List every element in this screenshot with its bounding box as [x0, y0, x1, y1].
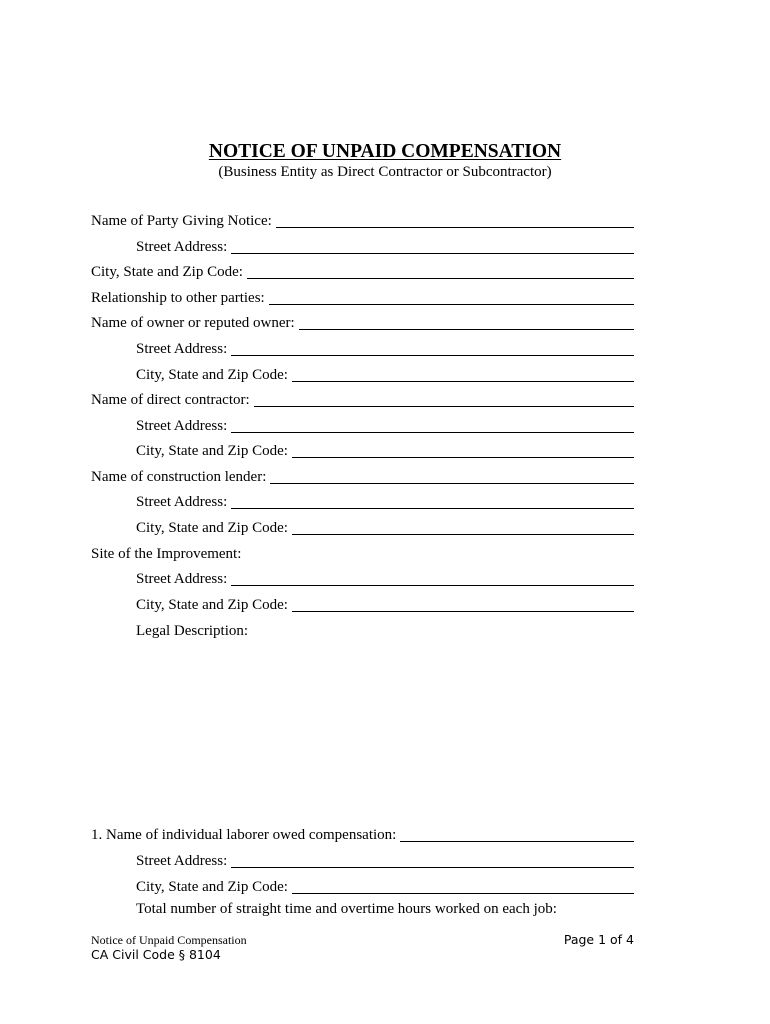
party-city-label: City, State and Zip Code:: [91, 264, 243, 280]
party-city-row: [91, 261, 634, 281]
laborer-street-label: Street Address:: [136, 853, 228, 869]
lender-street-field[interactable]: [231, 493, 634, 509]
owner-street-row: [136, 338, 634, 358]
site-street-label: Street Address:: [136, 571, 228, 587]
owner-name-label: Name of owner or reputed owner:: [91, 315, 295, 331]
lender-name-label: Name of construction lender:: [91, 469, 267, 485]
laborer-city-row: [136, 876, 634, 896]
party-street-field[interactable]: [231, 238, 634, 254]
lender-city-field[interactable]: [292, 519, 634, 535]
owner-street-label: Street Address:: [136, 341, 228, 357]
contractor-name-field[interactable]: [254, 391, 634, 407]
contractor-city-row: [136, 440, 634, 460]
owner-city-label: City, State and Zip Code:: [136, 367, 288, 383]
party-street-row: [136, 236, 634, 256]
contractor-street-label: Street Address:: [136, 418, 228, 434]
lender-street-label: Street Address:: [136, 494, 228, 510]
contractor-name-row: [91, 389, 634, 409]
document-title: NOTICE OF UNPAID COMPENSATION: [208, 141, 562, 162]
laborer-name-row: [91, 824, 634, 844]
footer-document-name: Notice of Unpaid Compensation: [91, 933, 247, 947]
owner-name-field[interactable]: [299, 314, 634, 330]
laborer-city-label: City, State and Zip Code:: [136, 879, 288, 895]
footer-civil-code: CA Civil Code § 8104: [91, 947, 221, 962]
site-city-field[interactable]: [292, 596, 634, 612]
relationship-field[interactable]: [269, 289, 634, 305]
lender-city-row: [136, 517, 634, 537]
hours-text: Total number of straight time and overtime hours worked on each job:: [136, 901, 557, 917]
contractor-city-field[interactable]: [292, 442, 634, 458]
laborer-street-row: [136, 850, 634, 870]
laborer-name-label: 1. Name of individual laborer owed compensation:: [91, 827, 397, 843]
site-street-field[interactable]: [231, 570, 634, 586]
site-street-row: [136, 568, 634, 588]
owner-city-row: [136, 364, 634, 384]
contractor-street-row: [136, 415, 634, 435]
owner-name-row: [91, 312, 634, 332]
contractor-name-label: Name of direct contractor:: [91, 392, 250, 408]
laborer-street-field[interactable]: [231, 852, 634, 868]
lender-city-label: City, State and Zip Code:: [136, 520, 288, 536]
owner-city-field[interactable]: [292, 366, 634, 382]
contractor-street-field[interactable]: [231, 417, 634, 433]
party-name-row: [91, 210, 634, 230]
party-name-field[interactable]: [276, 212, 634, 228]
party-city-field[interactable]: [247, 263, 634, 279]
relationship-row: [91, 287, 634, 307]
footer-page-number: Page 1 of 4: [563, 932, 634, 947]
lender-name-field[interactable]: [270, 468, 634, 484]
site-city-row: [136, 594, 634, 614]
relationship-label: Relationship to other parties:: [91, 290, 265, 306]
party-name-label: Name of Party Giving Notice:: [91, 213, 272, 229]
laborer-city-field[interactable]: [292, 878, 634, 894]
site-heading: Site of the Improvement:: [91, 546, 242, 562]
party-street-label: Street Address:: [136, 239, 228, 255]
contractor-city-label: City, State and Zip Code:: [136, 443, 288, 459]
owner-street-field[interactable]: [231, 340, 634, 356]
laborer-name-field[interactable]: [400, 826, 634, 842]
lender-name-row: [91, 466, 634, 486]
site-legal-label: Legal Description:: [136, 623, 249, 639]
document-subtitle: (Business Entity as Direct Contractor or Subcontractor): [218, 164, 552, 180]
site-city-label: City, State and Zip Code:: [136, 597, 288, 613]
lender-street-row: [136, 491, 634, 511]
